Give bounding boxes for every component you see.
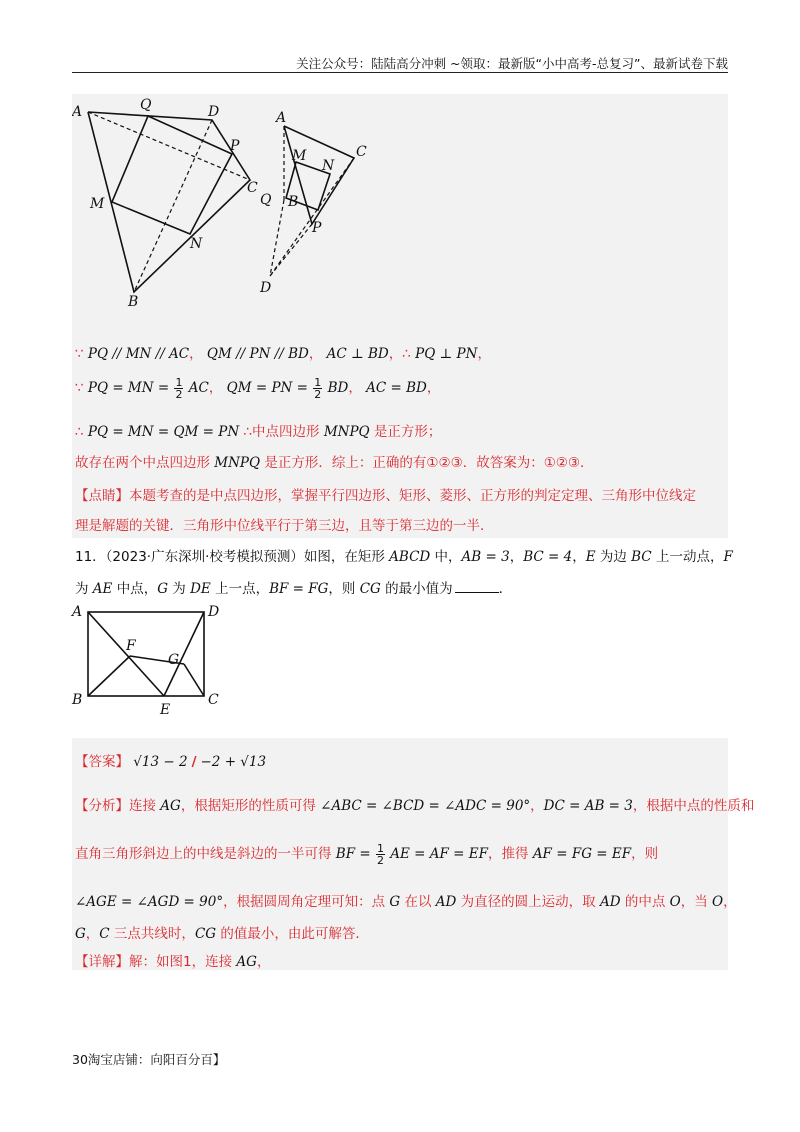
math-expression: C	[99, 926, 110, 942]
math-expression: AG	[236, 954, 257, 970]
text-fragment: ．	[498, 581, 513, 597]
math-expression: CG	[359, 581, 381, 597]
text-fragment: 11．（2023·广东深圳·校考模拟预测）如图，在矩形	[75, 549, 390, 565]
page-header	[72, 52, 728, 73]
text-fragment: 1	[376, 841, 384, 855]
text-fragment: ，根据矩形的性质可得	[180, 798, 321, 814]
math-expression: QM = PN =	[226, 380, 308, 396]
fig2-label-P: P	[312, 220, 322, 236]
math-expression: BD	[327, 380, 349, 396]
fig2-label-M: M	[292, 148, 307, 164]
solution-line-2	[75, 376, 440, 400]
fig3-label-D: D	[208, 604, 220, 620]
text-fragment: 2	[376, 853, 384, 867]
text-fragment: ，	[256, 954, 271, 970]
page-footer: 30淘宝店铺：向阳百分百】	[72, 1052, 226, 1067]
math-expression: QM // PN // BD	[206, 346, 309, 362]
text-fragment: 上一点，	[210, 581, 270, 597]
text-fragment: 上一动点，	[651, 549, 724, 565]
figure-quadrilateral-2	[252, 108, 382, 298]
text-fragment: 的最小值为	[380, 581, 453, 597]
math-expression: ∠AGE = ∠AGD = 90°	[75, 894, 224, 910]
math-expression: BC = 4	[523, 549, 573, 565]
text-fragment: 【分析】	[75, 798, 129, 814]
math-expression: AE	[92, 581, 113, 597]
text-fragment: ∴	[75, 424, 84, 440]
text-fragment: ，则	[631, 846, 659, 862]
fig2-label-B: B	[288, 194, 299, 210]
text-fragment: 1	[175, 375, 183, 389]
analysis-line-2	[75, 842, 658, 866]
math-expression: AC	[188, 380, 209, 396]
math-expression: BF = FG	[269, 581, 329, 597]
math-expression: MNPQ	[323, 424, 370, 440]
math-expression: G	[75, 926, 86, 942]
math-expression: O	[669, 894, 681, 910]
math-expression: PQ = MN = QM = PN	[87, 424, 240, 440]
text-fragment: ∴中点四边形	[239, 424, 324, 440]
math-expression: G	[389, 894, 401, 910]
math-expression: ∠ABC = ∠BCD = ∠ADC = 90°	[320, 798, 531, 814]
math-expression: MNPQ	[214, 455, 261, 471]
figure-quadrilateral-1	[72, 96, 272, 308]
text-fragment: 在以	[400, 894, 436, 910]
text-fragment: 直角三角形斜边上的中线是斜边的一半可得	[75, 846, 336, 862]
fig3-label-F: F	[126, 638, 136, 654]
text-fragment: ∵	[75, 346, 84, 362]
answer-line	[75, 750, 266, 770]
fig3-label-B: B	[72, 692, 83, 708]
solution-line-3	[75, 420, 441, 440]
fig1-label-A: A	[72, 104, 83, 120]
math-expression: AD	[599, 894, 621, 910]
text-fragment: 2	[314, 387, 322, 401]
text-fragment: 是正方形；	[369, 424, 442, 440]
text-fragment: ，	[509, 549, 524, 565]
question-11-line-1	[75, 545, 733, 565]
fig1-label-B: B	[128, 294, 139, 308]
text-fragment: ，	[723, 894, 737, 910]
analysis-line-3	[75, 890, 737, 910]
math-expression: AD	[435, 894, 457, 910]
header-text: 关注公众号：陆陆高分冲刺 ~领取：最新版“小中高考-总复习”、最新试卷下载	[296, 56, 728, 71]
math-expression: −2 + √13	[200, 754, 267, 770]
text-fragment: ，	[208, 380, 223, 396]
text-fragment: /	[191, 754, 197, 770]
math-expression: √13 − 2	[133, 754, 188, 770]
text-fragment: ∵	[75, 380, 84, 396]
text-fragment: ，	[85, 926, 100, 942]
math-expression: E	[585, 549, 596, 565]
text-fragment: ，	[308, 346, 323, 362]
text-fragment: ，	[530, 798, 544, 814]
math-expression: DC = AB = 3	[543, 798, 633, 814]
answer-blank	[455, 592, 499, 593]
text-fragment: 【答案】	[75, 754, 129, 770]
text-fragment: 2	[175, 387, 183, 401]
text-fragment: 的值最小，由此可解答．	[216, 926, 369, 942]
text-fragment	[313, 377, 322, 400]
text-fragment: 中点，	[112, 581, 158, 597]
text-fragment: ，∴	[388, 346, 411, 362]
text-fragment: 为	[168, 581, 191, 597]
fig2-label-D: D	[260, 280, 272, 296]
math-expression: AC ⊥ BD	[326, 346, 389, 362]
figure-rectangle-abcd	[68, 600, 228, 718]
solution-line-1	[75, 342, 491, 362]
fig2-label-Q: Q	[260, 192, 272, 208]
text-fragment: 1	[314, 375, 322, 389]
math-expression: DE	[190, 581, 211, 597]
fig3-label-C: C	[208, 692, 219, 708]
question-11-line-2	[75, 577, 512, 597]
text-fragment: 的中点	[620, 894, 670, 910]
text-fragment: 三点共线时，	[109, 926, 195, 942]
math-expression: ABCD	[389, 549, 431, 565]
text-fragment: 连接	[129, 798, 161, 814]
text-fragment: 中，	[430, 549, 462, 565]
fig1-label-M: M	[90, 196, 105, 212]
math-expression: F	[723, 549, 733, 565]
detail-line	[75, 950, 270, 970]
fig3-label-G: G	[168, 652, 180, 668]
math-expression: BC	[631, 549, 652, 565]
math-expression: BF =	[335, 846, 371, 862]
text-fragment: ，当	[680, 894, 712, 910]
text-fragment: 故存在两个中点四边形	[75, 455, 215, 471]
fig2-label-C: C	[356, 144, 367, 160]
text-fragment: ，根据中点的性质和	[632, 798, 755, 814]
text-fragment: ，	[348, 380, 362, 396]
math-expression: AG	[160, 798, 181, 814]
fig1-label-P: P	[230, 138, 240, 154]
fig1-label-C: C	[247, 180, 258, 196]
fig3-label-E: E	[160, 702, 171, 718]
text-fragment	[376, 843, 385, 866]
analysis-line-1	[75, 794, 754, 814]
text-fragment: ，	[477, 346, 491, 362]
math-expression: G	[157, 581, 168, 597]
math-expression: AF = FG = EF	[532, 846, 632, 862]
math-expression: PQ // MN // AC	[87, 346, 190, 362]
key-point-line-1: 【点睛】本题考查的是中点四边形，掌握平行四边形、矩形、菱形、正方形的判定定理、三角形中位线定	[75, 488, 696, 504]
analysis-line-4	[75, 922, 369, 942]
text-fragment: ，	[426, 380, 441, 396]
fig2-label-A: A	[276, 110, 287, 126]
text-fragment	[174, 377, 183, 400]
fig3-label-A: A	[72, 604, 83, 620]
math-expression: PQ ⊥ PN	[415, 346, 478, 362]
text-fragment: 为边	[595, 549, 632, 565]
math-expression: AC = BD	[366, 380, 427, 396]
math-expression: AB = 3	[461, 549, 510, 565]
fig1-label-D: D	[208, 104, 220, 120]
math-expression: AE = AF = EF	[390, 846, 489, 862]
key-point-line-2: 理是解题的关键．三角形中位线平行于第三边，且等于第三边的一半．	[75, 518, 494, 534]
fig2-label-N: N	[322, 158, 335, 174]
text-fragment: ，推得	[488, 846, 533, 862]
text-fragment: 是正方形．综上：正确的有①②③．故答案为：①②③．	[260, 455, 594, 471]
math-expression: CG	[194, 926, 217, 942]
text-fragment: ，	[189, 346, 203, 362]
math-expression: O	[712, 894, 724, 910]
text-fragment: 【详解】	[75, 954, 129, 970]
math-expression: PQ = MN =	[87, 380, 170, 396]
text-fragment: ，根据圆周角定理可知：点	[223, 894, 390, 910]
text-fragment: 解：如图1，连接	[129, 954, 237, 970]
text-fragment: 为直径的圆上运动，取	[456, 894, 600, 910]
fig1-label-N: N	[190, 236, 203, 252]
solution-line-4	[75, 451, 594, 471]
fig1-label-Q: Q	[140, 97, 152, 113]
text-fragment: ，	[572, 549, 586, 565]
text-fragment: 为	[75, 581, 93, 597]
text-fragment: ，则	[328, 581, 360, 597]
